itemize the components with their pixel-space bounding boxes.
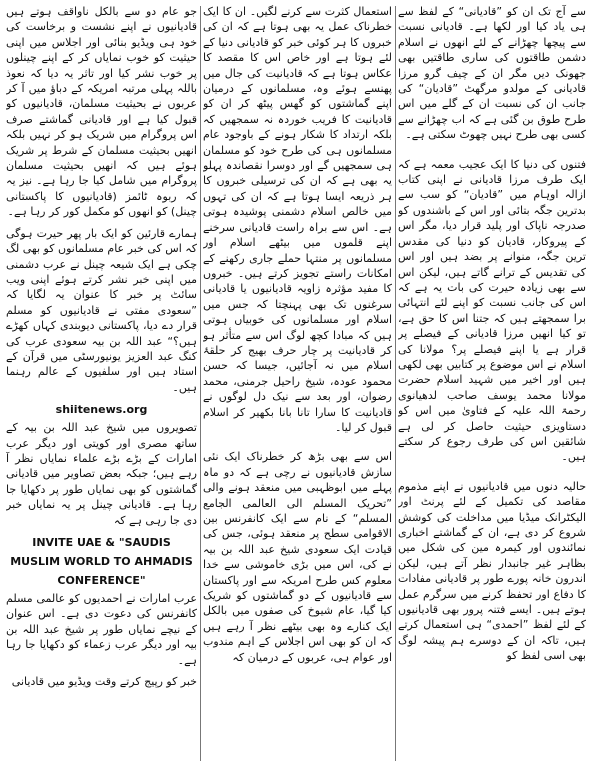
article-column-left [6,4,197,766]
paragraph: ہمارے قارئین کو ایک بار پھر حیرت ہوگی کہ اس کی خبر عام مسلمانوں کو بھی لگ چکی ہے ایک شیعہ چینل نے عرب دشمنی میں اپنی خبر نشر کرتے ہوئے اپنی ویب سائٹ پر خبر کا عنوان یہ لگایا کہ ”سعودی مفتی نے قادیانیوں کو مسلم قرار دے دیا، پاکستانی دیوبندی کہاں کھڑے ہیں؟“ عبد اللہ بن بیہ سعودی عرب کی کنگ عبد العزیز یونیورسٹی میں قرآن کے استاد ہیں اور سلفیوں کے عالم رہنما ہیں۔ [6,226,197,394]
paragraph: اس سے بھی بڑھ کر خطرناک ایک نئی سازش قادیانیوں نے رچی ہے کہ دو ماہ پہلے میں ابوظہبی میں منعقد ہونے والی ”تحریک المسلم الی العالمی الجامع المسلم“ کے نام سے ایک کانفرنس بین الاقوامی سطح پر منعقد ہوئی، جس کی قیادت ایک سعودی شیخ عبد اللہ بن بیہ نے کی، اس میں بڑی خاموشی سے خدا معلوم کس طرح امریکہ سے اور پاکستان سے قادیانیوں کے دو گماشتوں کو شریک کیا گیا، عام شیوخ کی صفوں میں بالکل ایک کنارے وہ بھی بیٹھے نظر آ رہے ہیں کہ ان کو بھی اس اجلاس کے اہم مندوب اور عوام ہی، عربوں کے درمیان کہ [203,450,392,664]
paragraph: فتنوں کی دنیا کا ایک عجیب معمہ ہے کہ ایک طرف مرزا قادیانی نے اپنی کتاب ازالہ اوہام میں ”قادیان“ کو سب سے بدترین جگہ بتائی اور اس کے باشندوں کو صدرجہ ناپاک اور پلید قرار دیا، مگر اس کے پیروکار، قادیان کو دنیا کی مقدس ترین جگہ، منوانے پر بضد ہیں اور اس کی تقدیس کے ترانے گاتے ہیں، لیکن اس سے بھی زیادہ حیرت کی بات یہ ہے کہ اس کی جانب نسبت کو اپنے لئے انتہائی برا سمجھتے ہیں کہ جتنا اس کا حق ہے، تو کیا انھیں مرزا قادیانی کے فیصلے پر قرار ہے یا اپنے فیصلے پر؟ مولانا کی اسلام نے اس موضوع پر کتابیں بھی لکھی ہیں اور اخیر میں شہید اسلام حضرت مولانا محمد یوسف صاحب لدھیانوی رحمۃ اللہ علیہ کے فتاویٰ میں اس کو دستاویزی حیثیت حاصل کر لی ہے شائقین اس کی طرف رجوع کر سکتے ہیں۔ [398,157,586,464]
paragraph: عرب امارات نے احمدیوں کو عالمی مسلم کانفرنس کی دعوت دی ہے۔ اس عنوان کے نیچے نمایاں طور پر شیخ عبد اللہ بن بیہ اور دیگر عرب زعماء کو دکھایا جا رہا ہے۔ [6,592,197,667]
paragraph: خبر کو رپیج کرتے وقت ویڈیو میں قادیانی [11,675,197,689]
column-divider [395,6,396,761]
paragraph: استعمال کثرت سے کرنے لگیں۔ ان کا ایک خطرناک عمل یہ بھی ہوتا ہے کہ ان کی خبروں کا ہر کوئی خبر کو قادیانی دنیا کے لئے ہوتا ہے اور خاص اس کا مقصد کا عکاس ہوتا ہے کہ قادیانیت کی جال میں پھنسے ہوئے وہ، مسلمانوں کے درمیان اپنے گماشتوں کو گھس پیٹھ کر ان کو قادیانیت کا فریب خوردہ نہ سمجھیں کہ بلکہ ارتداد کا شکار ہونے کے باوجود عام مسلمانوں ہی کی طرح خود کو مسلمان ہی سمجھیں گے اور دوسرا نقصاندہ پہلو یہ بھی ہے کہ ان کی ترسیلی خبروں کا ہر ذریعہ ایسا ہوتا ہے کہ ان کی تہوں میں خالص اسلام دشمنی پوشیدہ ہوتی ہے۔ اس سے براہ راست قادیانی سرخنے اپنے قلموں میں بیٹھے اسلام اور مسلمانوں پر منتہا حملے جاری رکھنے کے امکانات راستے تجویز کرتے ہیں۔ خبروں کا مفید مؤثرہ زاویہ قادیانیوں یا قادیانی سرغنوں تک بھی پہنچتا کہ جس میں اسلام اور مسلمانوں کی خوبیاں ہوتی ہیں کہ مبادا کچھ لوگ اس سے متأثر ہو کر قادیانیت پر چار حرف بھیج کر حلقۂ اسلام میں نہ آجائیں، جیسا کہ حسن محمود عودہ، شیخ راحیل جرمنی، محمد رضوان، اور بعد سے نیک دل لوگوں نے قادیانیت کا سارا تانا بانا بکھیر کر اسلام قبول کر لیا۔ [203,5,392,434]
paragraph: جو عام دو سے بالکل ناواقف ہوتے ہیں قادیانیوں نے اپنے نشست و برخاست کی خود ہی ویڈیو بنائی اور اجلاس میں اپنی حیثیت کو خوب نمایاں کر کے اپنے چینلوں پر خوب نشر کیا اور تاثر یہ دیا کہ نعوذ باللہ پہلی مرتبہ امریکہ کے دباؤ میں آ کر عربوں نے بحیثیت مسلمان، قادیانیوں کو قبول کیا ہے اور قادیانی گماشتے صرف اس پروگرام میں شریک ہو کر نہیں بلکہ انھیں بحیثیت مسلمان کے شرط پر شریک ہوئے ہیں کہ انھیں بحیثیت مسلمان پروگرام میں شامل کیا جا رہا ہے۔ نیز یہ کہ ربوہ ٹائمز (قادیانیوں کا پاکستانی چینل) کو انھوں کو مکمل کور کر رہا ہے۔ [6,5,197,219]
article-column-middle [203,4,392,766]
paragraph: تصویروں میں شیخ عبد اللہ بن بیہ کے ساتھ مصری اور کویتی اور دیگر عرب امارات کے بڑے بڑے علماء نمایاں نظر آ رہے ہیں؛ جبکہ بعض تصاویر میں قادیانی گماشتوں کو بھی نمایاں طور پر دکھایا جا رہا ہے۔ قادیانی چینل پر یہ نمایاں خبر دی جا رہی ہے کہ [6,421,197,527]
column-divider [200,6,201,761]
website-reference: shiitenews.org [55,403,148,417]
paragraph: سے آج تک ان کو ”قادیانی“ کے لفظ سے ہی یاد کیا اور لکھا ہے۔ قادیانی نسبت سے پیچھا چھڑانے کے لئے انھوں نے اسلام دشمن طاقتوں کی ساری طاقتیں بھی جھونک دیں مگر ان کے چیف گرو مرزا قادیانی کے مولدو مرگھٹ ”قادیان“ کی جانب ان کی نسبت ان کے گلے میں اس طرح طوق بن گئی ہے کہ اب چھڑانے سے کسی بھی طرح نہیں چھوٹ سکتی ہے۔ [398,5,586,142]
headline-latin-line: CONFERENCE" [57,574,146,587]
headline-latin-line: INVITE UAE & "SAUDIS [32,536,171,549]
headline-latin-line: MUSLIM WORLD TO AHMADIS [10,555,193,568]
paragraph: حالیہ دنوں میں قادیانیوں نے اپنے مذموم مقاصد کی تکمیل کے لئے پرنٹ اور الیکٹرانک میڈیا میں مداخلت کی کوشش شروع کر دی ہے، ان کے گماشتے اخباری نمائندوں اور کیمرہ مین کی شکل میں بظاہر غیر جانبدار نظر آتے ہیں، لیکن اندرون خانہ پورے طور پر قادیانی مفادات کا دفاع اور تحفظ کرنے میں سرگرم عمل ہوتے ہیں۔ ایسے فتنہ پرور بھی قادیانیوں کے لئے لفظ ”احمدی“ ہی استعمال کرتے ہیں، تاکہ ان کے دوسرے ہم پیشہ لوگ بھی اسی لفظ کو [398,479,586,663]
article-column-right [398,4,586,766]
